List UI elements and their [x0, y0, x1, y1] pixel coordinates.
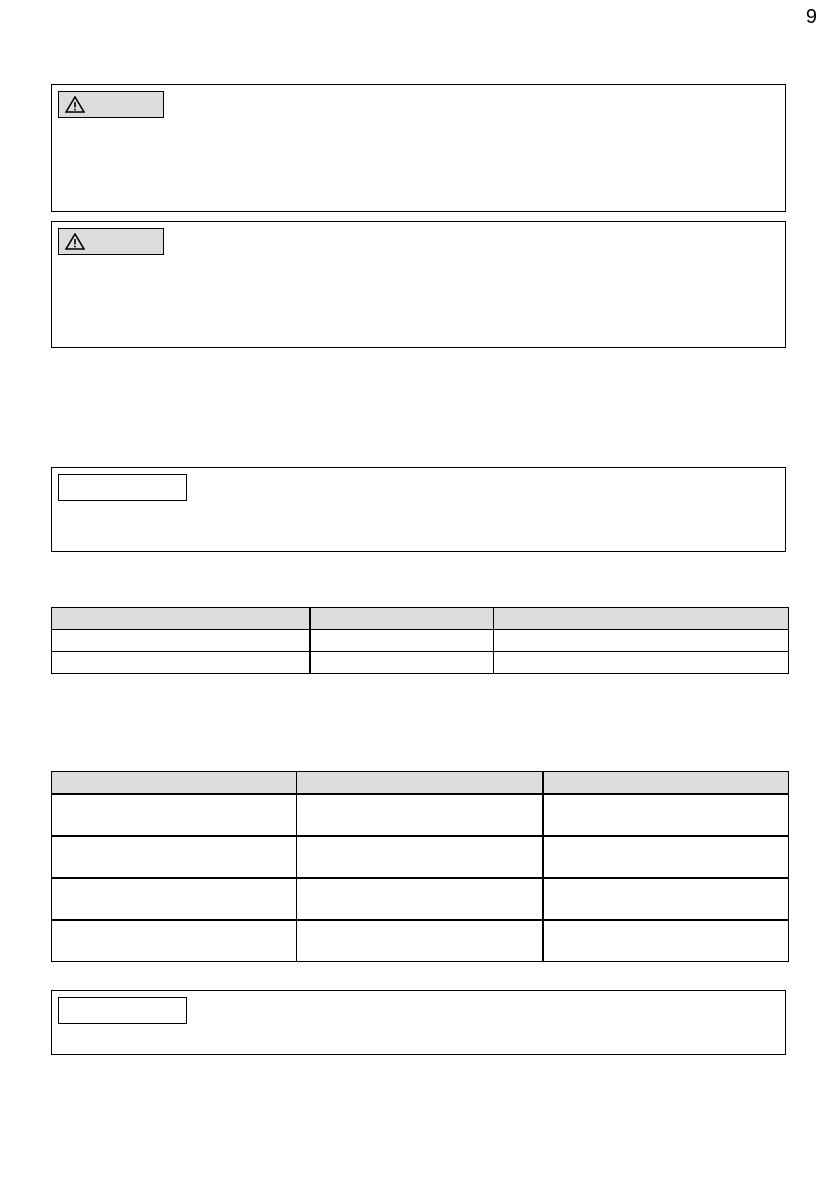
table-cell [310, 652, 494, 674]
table-row [52, 630, 789, 652]
table-header-cell [52, 772, 297, 795]
table-cell [297, 836, 543, 878]
table-row [52, 652, 789, 674]
table-header-cell [52, 608, 310, 630]
table-cell [494, 630, 789, 652]
warning-triangle-icon [65, 96, 85, 113]
warning-box [51, 84, 786, 212]
table-cell [543, 794, 789, 836]
warning-tag [58, 228, 164, 255]
table-row [52, 794, 789, 836]
warning-triangle-icon [65, 233, 85, 250]
table-header-cell [543, 772, 789, 795]
table-row [52, 920, 789, 962]
table-header-cell [297, 772, 543, 795]
warning-box [51, 221, 786, 348]
note-box [51, 990, 786, 1055]
table-row [52, 836, 789, 878]
note-tag [58, 474, 187, 501]
table-cell [52, 630, 310, 652]
table-cell [52, 878, 297, 920]
table-cell [297, 794, 543, 836]
table-cell [52, 652, 310, 674]
table-header-cell [494, 608, 789, 630]
table-cell [543, 920, 789, 962]
table-header-cell [310, 608, 494, 630]
spec-table-2 [51, 771, 789, 962]
table-cell [297, 878, 543, 920]
note-box [51, 467, 786, 552]
table-row [52, 878, 789, 920]
warning-tag [58, 91, 164, 118]
table-header-row [52, 772, 789, 795]
table-cell [52, 920, 297, 962]
note-tag [58, 997, 187, 1024]
table-cell [543, 878, 789, 920]
table-header-row [52, 608, 789, 630]
page-number: 9 [805, 6, 817, 28]
table-cell [310, 630, 494, 652]
table-cell [52, 794, 297, 836]
table-cell [52, 836, 297, 878]
spec-table-1 [51, 607, 789, 674]
table-cell [494, 652, 789, 674]
table-cell [543, 836, 789, 878]
table-cell [297, 920, 543, 962]
